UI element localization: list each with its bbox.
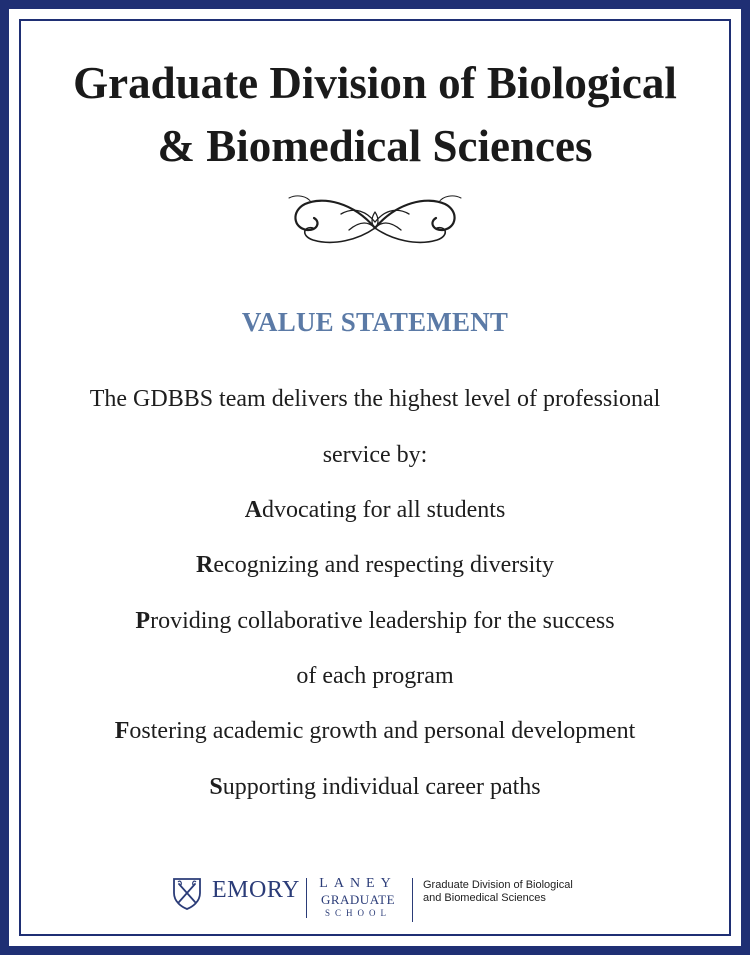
value-initial: A bbox=[244, 497, 263, 523]
value-initial: S bbox=[209, 774, 223, 800]
value-providing bbox=[0, 606, 750, 636]
intro-line-2: service by: bbox=[322, 442, 428, 468]
division-line-2: and Biomedical Sciences bbox=[423, 892, 546, 904]
emory-torch-shield-icon bbox=[172, 876, 202, 910]
title-line-1: Graduate Division of Biological bbox=[73, 58, 677, 108]
value-statement-heading: VALUE STATEMENT bbox=[241, 307, 509, 337]
title-line-2: & Biomedical Sciences bbox=[157, 121, 593, 171]
footer-logo-lockup bbox=[172, 872, 592, 926]
division-wordmark bbox=[423, 879, 603, 905]
value-supporting bbox=[0, 772, 750, 802]
value-text: ostering academic growth and personal development bbox=[129, 718, 636, 744]
laney-wordmark: LANEY bbox=[319, 876, 397, 891]
value-text: upporting individual career paths bbox=[222, 774, 541, 800]
page-title bbox=[0, 52, 750, 178]
emory-wordmark: EMORY bbox=[212, 877, 300, 903]
value-initial: F bbox=[114, 718, 130, 744]
value-providing-continuation: of each program bbox=[296, 663, 454, 689]
division-line-1: Graduate Division of Biological bbox=[423, 879, 573, 891]
value-fostering bbox=[0, 716, 750, 746]
school-wordmark: SCHOOL bbox=[324, 908, 391, 918]
logo-divider bbox=[306, 878, 307, 918]
value-text: dvocating for all students bbox=[262, 497, 506, 523]
value-initial: P bbox=[135, 608, 151, 634]
value-text: roviding collaborative leadership for the success bbox=[150, 608, 615, 634]
value-text: ecognizing and respecting diversity bbox=[213, 552, 554, 578]
value-initial: R bbox=[196, 552, 214, 578]
value-recognizing bbox=[0, 550, 750, 580]
flourish-ornament-icon bbox=[283, 190, 467, 252]
intro-line-1: The GDBBS team delivers the highest level of professional bbox=[89, 386, 661, 412]
value-advocating bbox=[0, 495, 750, 525]
graduate-wordmark: GRADUATE bbox=[320, 892, 396, 907]
logo-divider bbox=[412, 878, 413, 922]
